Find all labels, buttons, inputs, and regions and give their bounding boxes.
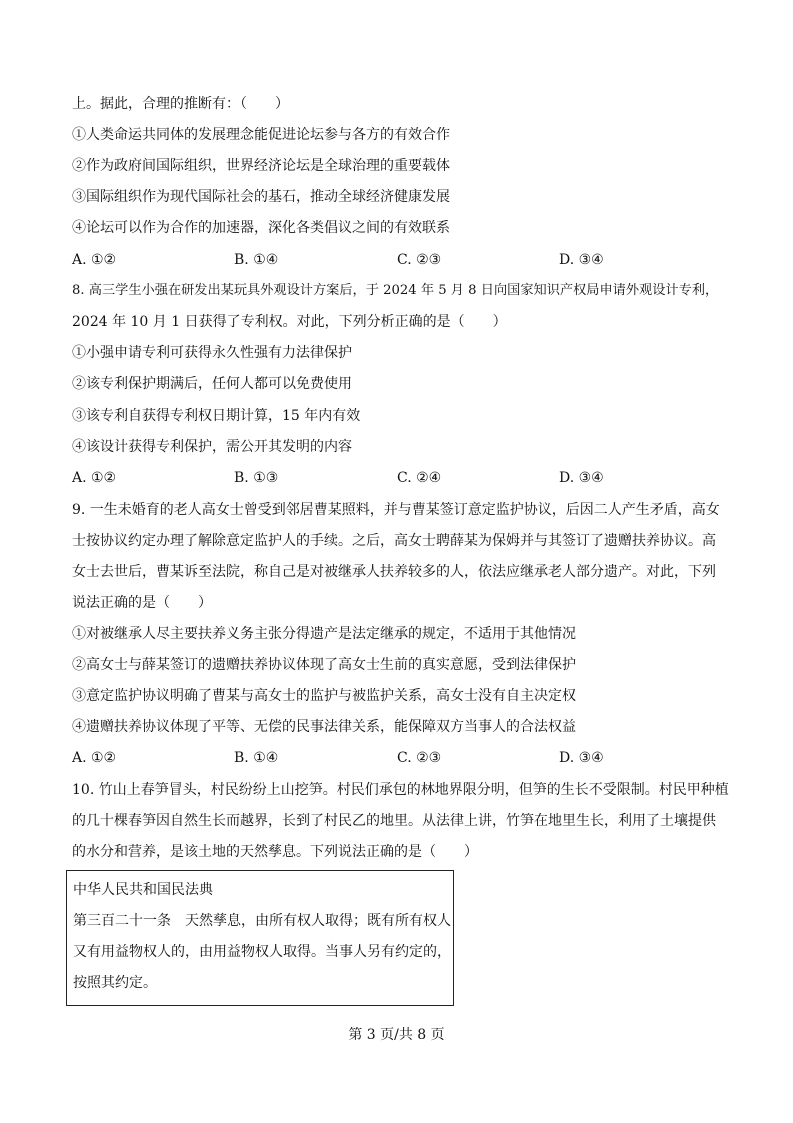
- q7-option-d: D. ③④: [559, 252, 604, 268]
- q9-item-3: ③意定监护协议明确了曹某与高女士的监护与被监护关系，高女士没有自主决定权: [72, 688, 576, 704]
- q9-item-1: ①对被继承人尽主要扶养义务主张分得遗产是法定继承的规定，不适用于其他情况: [72, 626, 576, 642]
- law-box-line-1: 第三百二十一条 天然孳息，由所有权人取得；既有所有权人: [73, 913, 451, 929]
- q8-options: [72, 468, 732, 488]
- q7-option-a: A. ①②: [72, 252, 117, 268]
- q7-stem-tail: 上。据此，合理的推断有：（ ）: [72, 96, 289, 112]
- q7-option-b: B. ①④: [234, 252, 279, 268]
- law-excerpt-box: [66, 870, 454, 1006]
- law-box-title: 中华人民共和国民法典: [73, 882, 213, 898]
- q9-stem-line-2: 士按协议约定办理了解除意定监护人的手续。之后，高女士聘薛某为保姆并与其签订了遗赠扶养协议。高: [72, 533, 716, 549]
- page-footer: 第 3 页/共 8 页: [348, 1027, 445, 1043]
- q7-options: [72, 250, 732, 270]
- q8-item-2: ②该专利保护期满后，任何人都可以免费使用: [72, 376, 352, 392]
- q9-stem-line-3: 女士去世后，曹某诉至法院，称自己是对被继承人扶养较多的人，依法应继承老人部分遗产。对此，下列: [72, 564, 716, 580]
- q7-item-4: ④论坛可以作为合作的加速器，深化各类倡议之间的有效联系: [72, 220, 450, 236]
- q9-options: [72, 748, 732, 768]
- q9-item-4: ④遗赠扶养协议体现了平等、无偿的民事法律关系，能保障双方当事人的合法权益: [72, 719, 576, 735]
- q9-option-d: D. ③④: [559, 750, 604, 766]
- law-box-line-2: 又有用益物权人的，由用益物权人取得。当事人另有约定的，: [73, 944, 451, 960]
- law-box-line-3: 按照其约定。: [73, 975, 157, 991]
- q7-item-1: ①人类命运共同体的发展理念能促进论坛参与各方的有效合作: [72, 127, 450, 143]
- q8-item-1: ①小强申请专利可获得永久性强有力法律保护: [72, 345, 352, 361]
- q8-option-d: D. ③④: [559, 470, 604, 486]
- q9-stem-line-4: 说法正确的是（ ）: [72, 595, 212, 611]
- q8-option-a: A. ①②: [72, 470, 117, 486]
- q7-item-2: ②作为政府间国际组织，世界经济论坛是全球治理的重要载体: [72, 158, 450, 174]
- q9-item-2: ②高女士与薛某签订的遗赠扶养协议体现了高女士生前的真实意愿，受到法律保护: [72, 657, 576, 673]
- q9-option-c: C. ②③: [397, 750, 442, 766]
- q10-stem-line-1: 10. 竹山上春笋冒头，村民纷纷上山挖笋。村民们承包的林地界限分明，但笋的生长不受限制。村民甲种植: [72, 782, 729, 798]
- q7-option-c: C. ②③: [397, 252, 442, 268]
- q8-item-4: ④该设计获得专利保护，需公开其发明的内容: [72, 439, 352, 455]
- q8-item-3: ③该专利自获得专利权日期计算，15 年内有效: [72, 408, 361, 424]
- q8-option-b: B. ①③: [234, 470, 279, 486]
- q8-stem-line-1: 8. 高三学生小强在研发出某玩具外观设计方案后，于 2024 年 5 月 8 日向国家知识产权局申请外观设计专利，: [72, 283, 719, 298]
- q10-stem-line-3: 的水分和营养，是该土地的天然孳息。下列说法正确的是（ ）: [72, 844, 478, 860]
- q9-stem-line-1: 9. 一生未婚育的老人高女士曾受到邻居曹某照料，并与曹某签订意定监护协议，后因二人产生矛盾，高女: [72, 502, 720, 518]
- q8-option-c: C. ②④: [397, 470, 442, 486]
- q10-stem-line-2: 的几十棵春笋因自然生长而越界，长到了村民乙的地里。从法律上讲，竹笋在地里生长，利用了土壤提供: [72, 813, 716, 829]
- q9-option-a: A. ①②: [72, 750, 117, 766]
- q9-option-b: B. ①④: [234, 750, 279, 766]
- q7-item-3: ③国际组织作为现代国际社会的基石，推动全球经济健康发展: [72, 189, 450, 205]
- q8-stem-line-2: 2024 年 10 月 1 日获得了专利权。对此，下列分析正确的是（ ）: [72, 314, 507, 330]
